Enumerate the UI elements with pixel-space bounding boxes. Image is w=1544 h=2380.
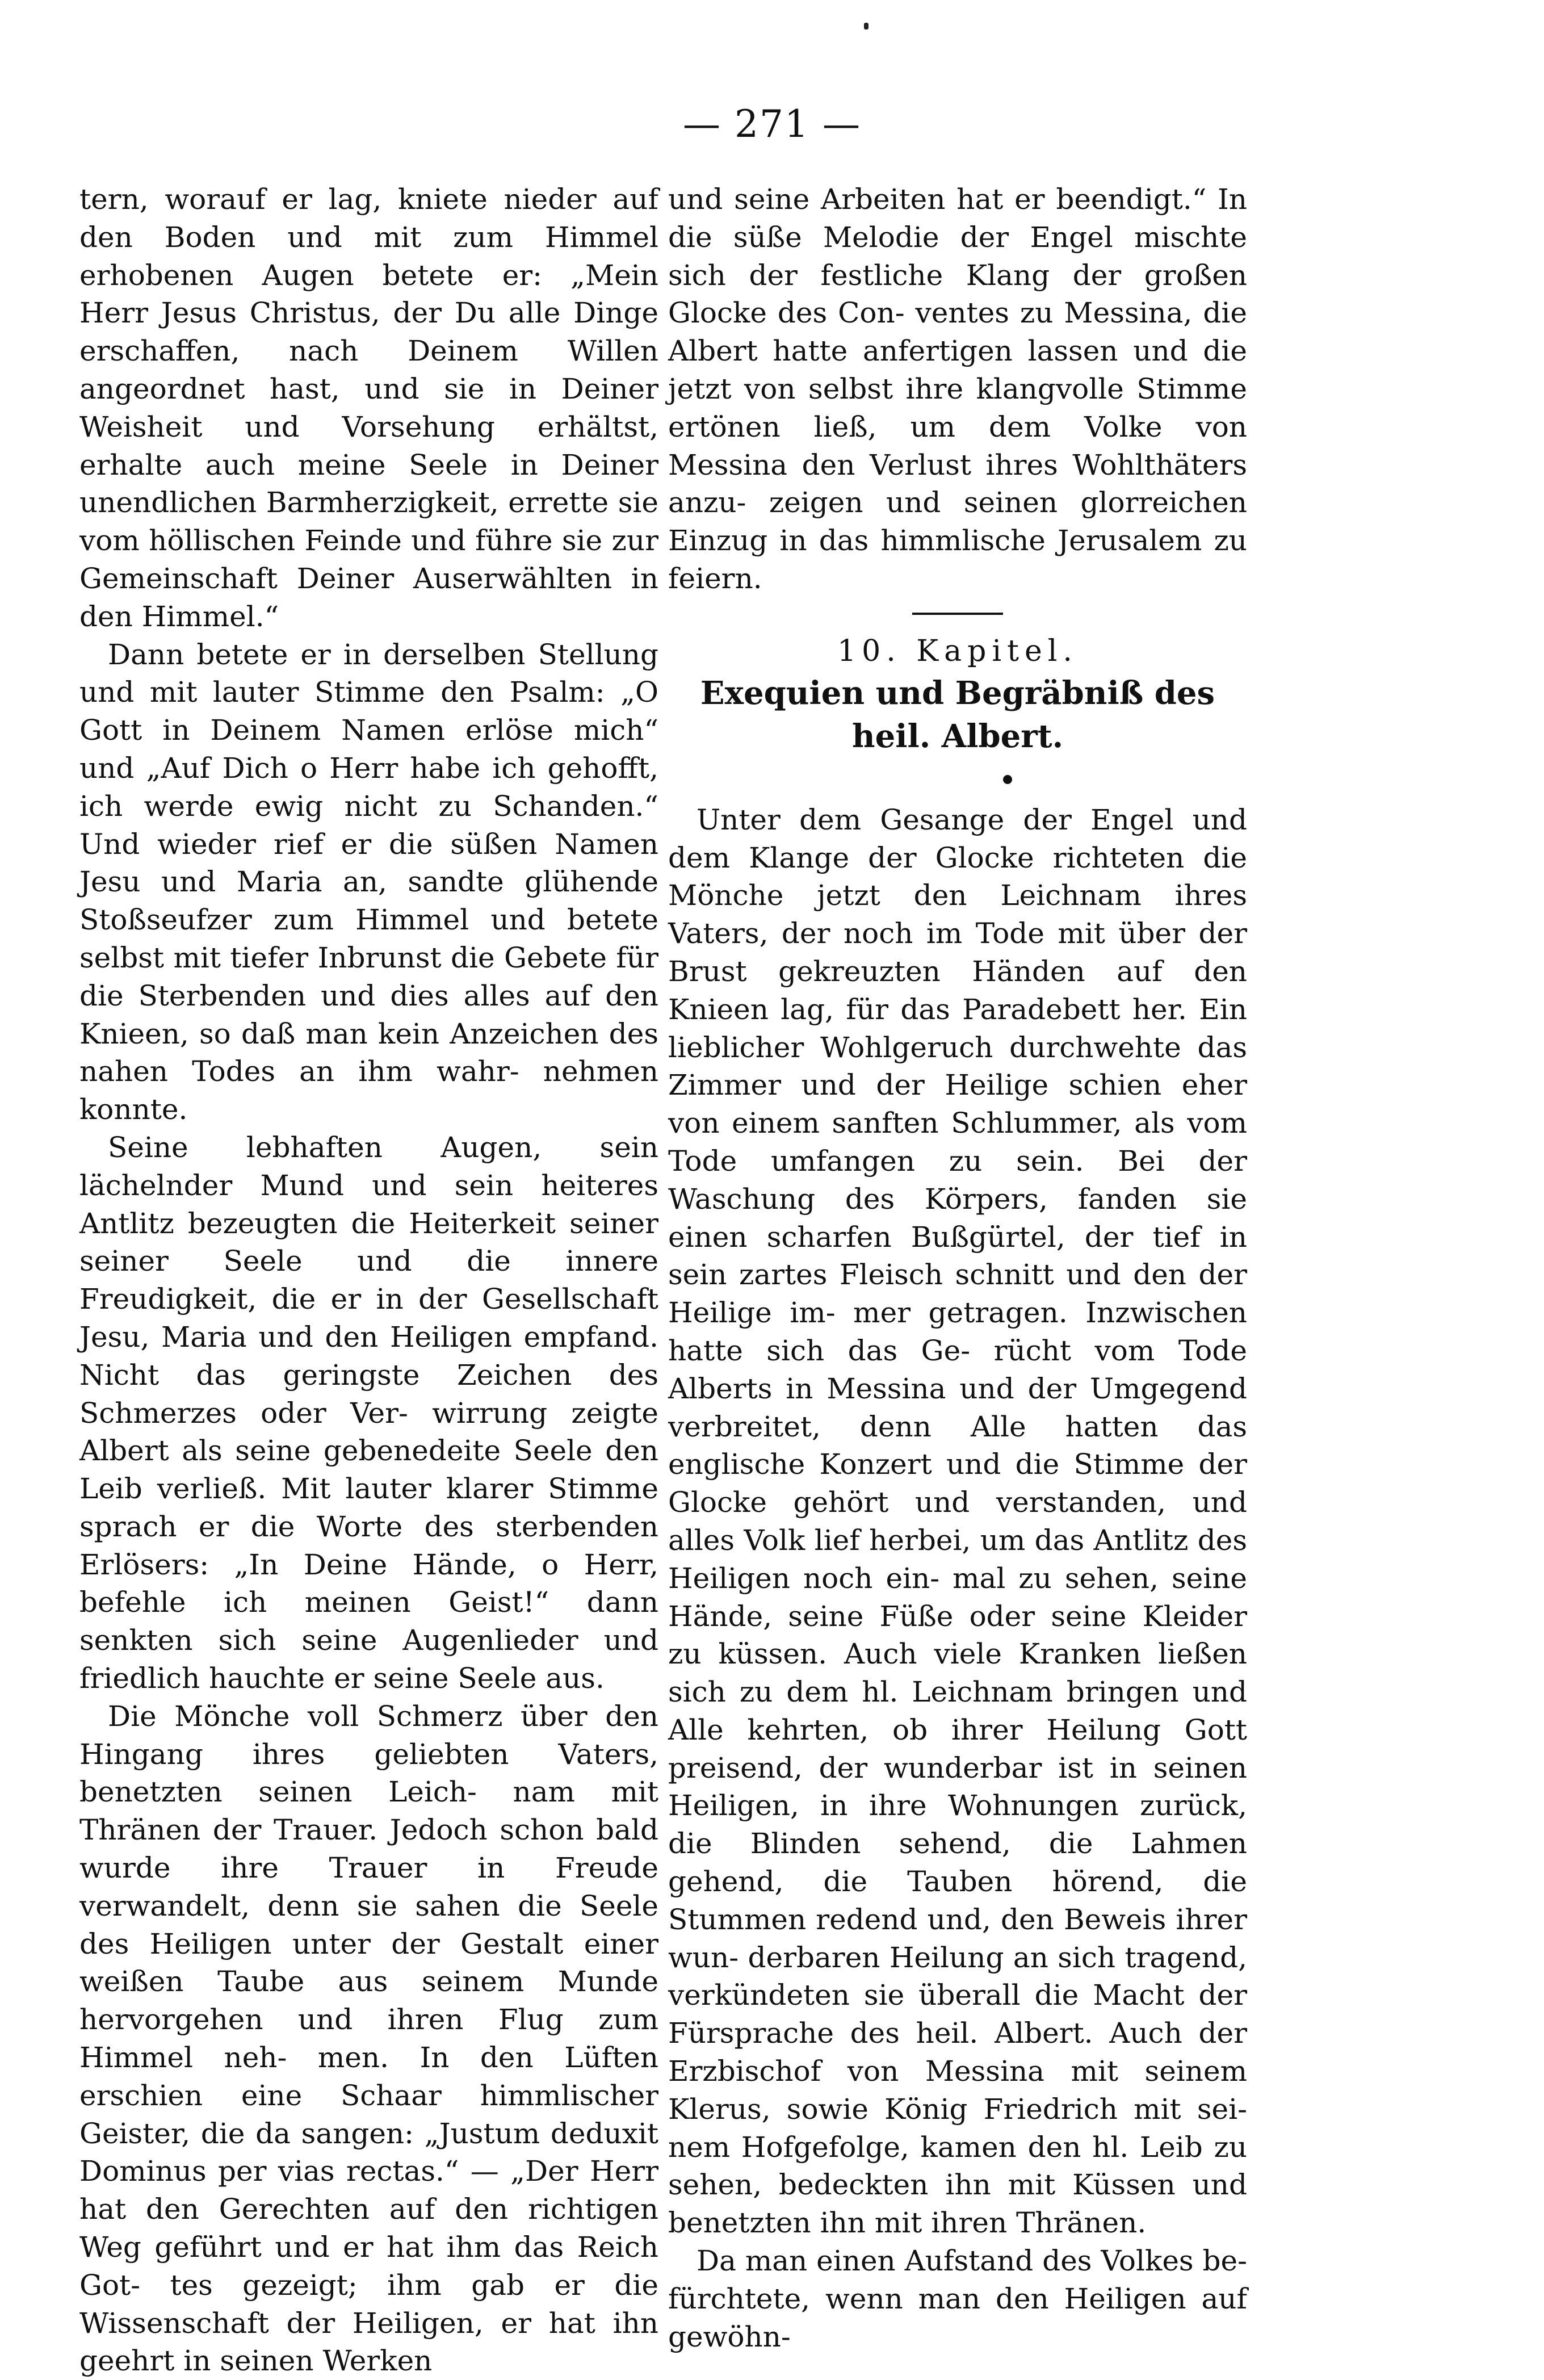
paragraph: Da man einen Aufstand des Volkes be- fürchtete, wenn man den Heiligen auf gewöhn-: [668, 2244, 1247, 2353]
chapter-title: Exequien und Begräbniß des heil. Albert.: [700, 674, 1215, 755]
paragraph: und seine Arbeiten hat er beendigt.“ In die süße Melodie der Engel mischte sich der festliche Klang der großen Glocke des Con- ventes zu Messina, die Albert hatte anfertigen lassen und die jetzt von selbst ihre klangvolle Stimme ertönen ließ, um dem Volke von Messina den Verlust ihres Wohlthäters anzu- zeigen und seinen glorreichen Einzug in das himmlische Jerusalem zu feiern.: [668, 183, 1247, 595]
paragraph: Die Mönche voll Schmerz über den Hingang ihres geliebten Vaters, benetzten seinen Leich- nam mit Thränen der Trauer. Jedoch schon bald wurde ihre Trauer in Freude verwandelt, denn sie sahen die Seele des Heiligen unter der Gestalt einer weißen Taube aus seinem Munde hervorgehen und ihren Flug zum Himmel neh- men. In den Lüften erschien eine Schaar himmlischer Geister, die da sangen: „Justum deduxit Dominus per vias rectas.“ — „Der Herr hat den Gerechten auf den richtigen Weg geführt und er hat ihm das Reich Got- tes gezeigt; ihm gab er die Wissenschaft der Heiligen, er hat ihn geehrt in seinen Werken: [79, 1699, 658, 2378]
chapter-number: 10. Kapitel.: [837, 634, 1078, 668]
paragraph: Dann betete er in derselben Stellung und mit lauter Stimme den Psalm: „O Gott in Deinem Namen erlöse mich“ und „Auf Dich o Herr habe ich gehofft, ich werde ewig nicht zu Schanden.“ Und wieder rief er die süßen Namen Jesu und Maria an, sandte glühende Stoßseufzer zum Himmel und betete selbst mit tiefer Inbrunst die Gebete für die Sterbenden und dies alles auf den Knieen, so daß man kein Anzeichen des nahen Todes an ihm wahr- nehmen konnte.: [79, 638, 658, 1126]
left-column: [79, 181, 658, 2380]
page-number: — 271 —: [683, 102, 861, 146]
ornament-dot: [1003, 775, 1012, 784]
section-divider: [912, 613, 1003, 615]
ink-speck: [864, 23, 868, 30]
paragraph: tern, worauf er lag, kniete nieder auf den Boden und mit zum Himmel erhobenen Augen betete er: „Mein Herr Jesus Christus, der Du alle Dinge erschaffen, nach Deinem Willen angeordnet hast, und sie in Deiner Weisheit und Vorsehung erhältst, erhalte auch meine Seele in Deiner unendlichen Barmherzigkeit, errette sie vom höllischen Feinde und führe sie zur Gemeinschaft Deiner Auserwählten in den Himmel.“: [79, 183, 658, 633]
paragraph: Seine lebhaften Augen, sein lächelnder Mund und sein heiteres Antlitz bezeugten die Heiterkeit seiner seiner Seele und die innere Freudigkeit, die er in der Gesellschaft Jesu, Maria und den Heiligen empfand. Nicht das geringste Zeichen des Schmerzes oder Ver- wirrung zeigte Albert als seine gebenedeite Seele den Leib verließ. Mit lauter klarer Stimme sprach er die Worte des sterbenden Erlösers: „In Deine Hände, o Herr, befehle ich meinen Geist!“ dann senkten sich seine Augenlieder und friedlich hauchte er seine Seele aus.: [79, 1130, 658, 1695]
paragraph: Unter dem Gesange der Engel und dem Klange der Glocke richteten die Mönche jetzt den Leichnam ihres Vaters, der noch im Tode mit über der Brust gekreuzten Händen auf den Knieen lag, für das Paradebett her. Ein lieblicher Wohlgeruch durchwehte das Zimmer und der Heilige schien eher von einem sanften Schlummer, als vom Tode umfangen zu sein. Bei der Waschung des Körpers, fanden sie einen scharfen Bußgürtel, der tief in sein zartes Fleisch schnitt und den der Heilige im- mer getragen. Inzwischen hatte sich das Ge- rücht vom Tode Alberts in Messina und der Umgegend verbreitet, denn Alle hatten das englische Konzert und die Stimme der Glocke gehört und verstanden, und alles Volk lief herbei, um das Antlitz des Heiligen noch ein- mal zu sehen, seine Hände, seine Füße oder seine Kleider zu küssen. Auch viele Kranken ließen sich zu dem hl. Leichnam bringen und Alle kehrten, ob ihrer Heilung Gott preisend, der wunderbar ist in seinen Heiligen, in ihre Wohnungen zurück, die Blinden sehend, die Lahmen gehend, die Tauben hörend, die Stummen redend und, den Beweis ihrer wun- derbaren Heilung an sich tragend, verkündeten sie überall die Macht der Fürsprache des heil. Albert. Auch der Erzbischof von Messina mit seinem Klerus, sowie König Friedrich mit sei- nem Hofgefolge, kamen den hl. Leib zu sehen, bedeckten ihn mit Küssen und benetzten ihn mit ihren Thränen.: [668, 803, 1247, 2240]
right-column: [668, 181, 1247, 2356]
